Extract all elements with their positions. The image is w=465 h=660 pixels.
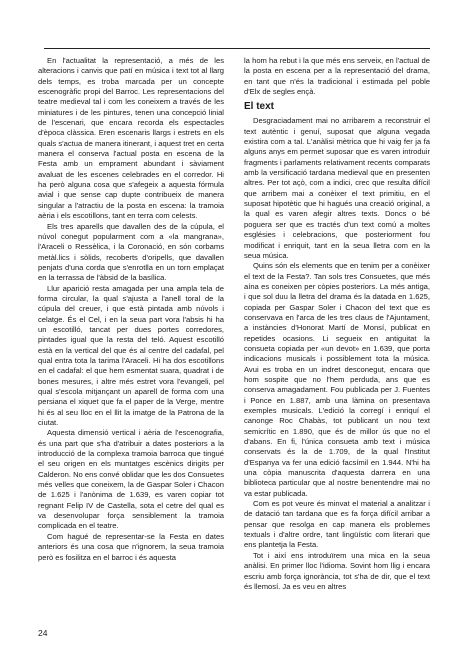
left-column xyxy=(38,56,224,563)
right-column xyxy=(244,56,430,592)
paragraph: En l'actualitat la representació, a més de les alteracions i canvis que patí en música i text tot al llarg dels temps, es troba marcada per un concepte escenogràfic propi del Barroc. Les representacions del teatre medieval tal i com les coneixem a través de les miniatures i de les pintures, tenen una concepció linial de l'escenari, que encara recorda els espectacles d'època clàssica. Eren escenaris llargs i estrets en els quals s'actua de manera itinerant, i aquest tret en certa manera el conserva l'actual posta en escena de la Festa amb un emprament abundant i sàviament avaluat de les escenes celebrades en el corredor. Hi ha però alguna cosa que s'afegeix a aquesta fórmula avial i que sense cap dupte contribueix de manera singular a l'atractiu de la posta en escena: la tramoia aèria i els escotillons, tant en terra com celests. xyxy=(38,56,224,221)
page-number: 24 xyxy=(38,628,48,638)
header-rule xyxy=(44,48,430,49)
paragraph: Quins són els elements que en tenim per a conèixer el text de la Festa?. Tan sols tres Consuetes, que més aína es coneixen per còpies posteriors. La més antiga, i que sol duu la lletra del drama és la datada en 1.625, copiada per Gaspar Soler i Chacon del text que es conservava en l'arca de les tres claus de l'Ajuntament, a instàncies d'Honorat Martí de Monsí, publicat en repetides ocasions. Li segueix en antiguitat la consueta copiada per «un devot» en 1.639, que porta indicacions musicals i possiblement tota la música. Avui es troba en un indret desconegut, encara que hom sospite que no l'hem perduda, ans que es conserva amagadament. Fou publicada per J. Fuentes i Ponce en 1.887, amb una làmina on presentava exemples musicals. L'edició la corregí i enriquí el canonge Roc Chabàs, tot publicant un nou text semicrític en 1.890, que és de millor ús que no el d'abans. En fi, l'única consueta amb text i música conservats és la de 1.709, de la qual l'Institut d'Espanya va fer una edició facsímil en 1.944. N'hi ha una còpia manuscrita d'aquesta darrera en una biblioteca particular que al nostre benentendre mai no va estar publicada. xyxy=(244,261,430,498)
paragraph: Com hagué de representar-se la Festa en dates anteriors és una cosa que n'ignorem, la seua tramoia però es fosilitza en el barroc i és aquesta xyxy=(38,531,224,562)
section-heading: El text xyxy=(244,101,275,113)
paragraph-continued: la hom ha rebut i la que més ens serveix, en l'actual de la posta en escena per a la representació del drama, en tant que n'és la tradicional i estimada pel poble d'Elx de segles ençà. xyxy=(244,56,430,97)
paragraph: Llur aparició resta amagada per una ampla tela de forma circular, la qual s'ajusta a l'anell toral de la cúpula del creuer, i que està pintada amb núvols i celatge. És el Cel, i en la seua part vora l'absis hi ha un escotilló, tancat per dues portes corredores, pintades igual que la resta del teló. Aquest escotilló està en la vertical del que és al centre del cadafal, pel qual entra tota la tarima l'Araceli. Hi ha dos escotillons en el cadafal: el que hem esmentat suara, quadrat i de bones mesures, i altre més estret vora l'evangeli, pel qual s'escola mitjançant un aparell de forma com una persiana el xiquet que fa el paper de la Verge, mentre hi és al seu lloc en el llit la imatge de la Patrona de la ciutat. xyxy=(38,283,224,428)
paragraph: Aquesta dimensió vertical i aèria de l'escenografia, és una part que s'ha d'atribuir a dates posteriors a la introducció de la complexa tramoia barroca que tingué el seu origen en els muntatges escènics dirigits per Calderon. No ens convé oblidar que les dos Consuetes més velles que coneixem, la de Gaspar Soler i Chacon de 1.625 i l'anònima de 1.639, es varen copiar tot regnant Felip IV de Castella, sota el cetre del qual es va desenvolupar força sensiblement la tramoia complicada en el teatre. xyxy=(38,428,224,531)
paragraph: Desgraciadament mai no arribarem a reconstruir el text autèntic i genuí, suposat que alguna vegada existira com a tal. L'anàlisi mètrica que hi vaig fer ja fa alguns anys em permet suposar que es varen introduir fragments i parlaments relativament recents comparats amb la versificació tardana medieval que en presenten altres. Per tot açò, com a indici, crec que resulta difícil que arribem mai a conèixer el text primitiu, en el suposat hipotètic que hi hagués una creació original, a la qual es varen afegir altres texts. Doncs o bé poguera ser que es tractés d'un text comú a moltes esglésies i celebracions, que posteriorment fou modificat i enriquit, tant en la seua lletra com en la seua música. xyxy=(244,116,430,260)
paragraph: Els tres aparells que davallen des de la cúpula, el núvol conegut popularment com a «la mangrana», l'Araceli o Ressèlica, i la Coronació, en són corbams metàl.lics i sòlids, recoberts d'oripells, que davallen penjats d'una corda que s'enrotlla en un torn emplaçat en la terrassa de l'àbsid de la basílica. xyxy=(38,221,224,283)
paragraph: Tot i així ens introduïrem una mica en la seua anàlisi. En primer lloc l'idioma. Sovint hom llig i encara escriu amb força ignorància, tot s'ha de dir, que el text és llemosí. Ja es veu en altres xyxy=(244,550,430,591)
paragraph: Com es pot veure és minvat el material a analitzar i de datació tan tardana que es fa força difícil arribar a pensar que resolga en cap manera els problemes textuals i d'altre ordre, tant lingüístic com literari que ens plantetja la Festa. xyxy=(244,499,430,550)
